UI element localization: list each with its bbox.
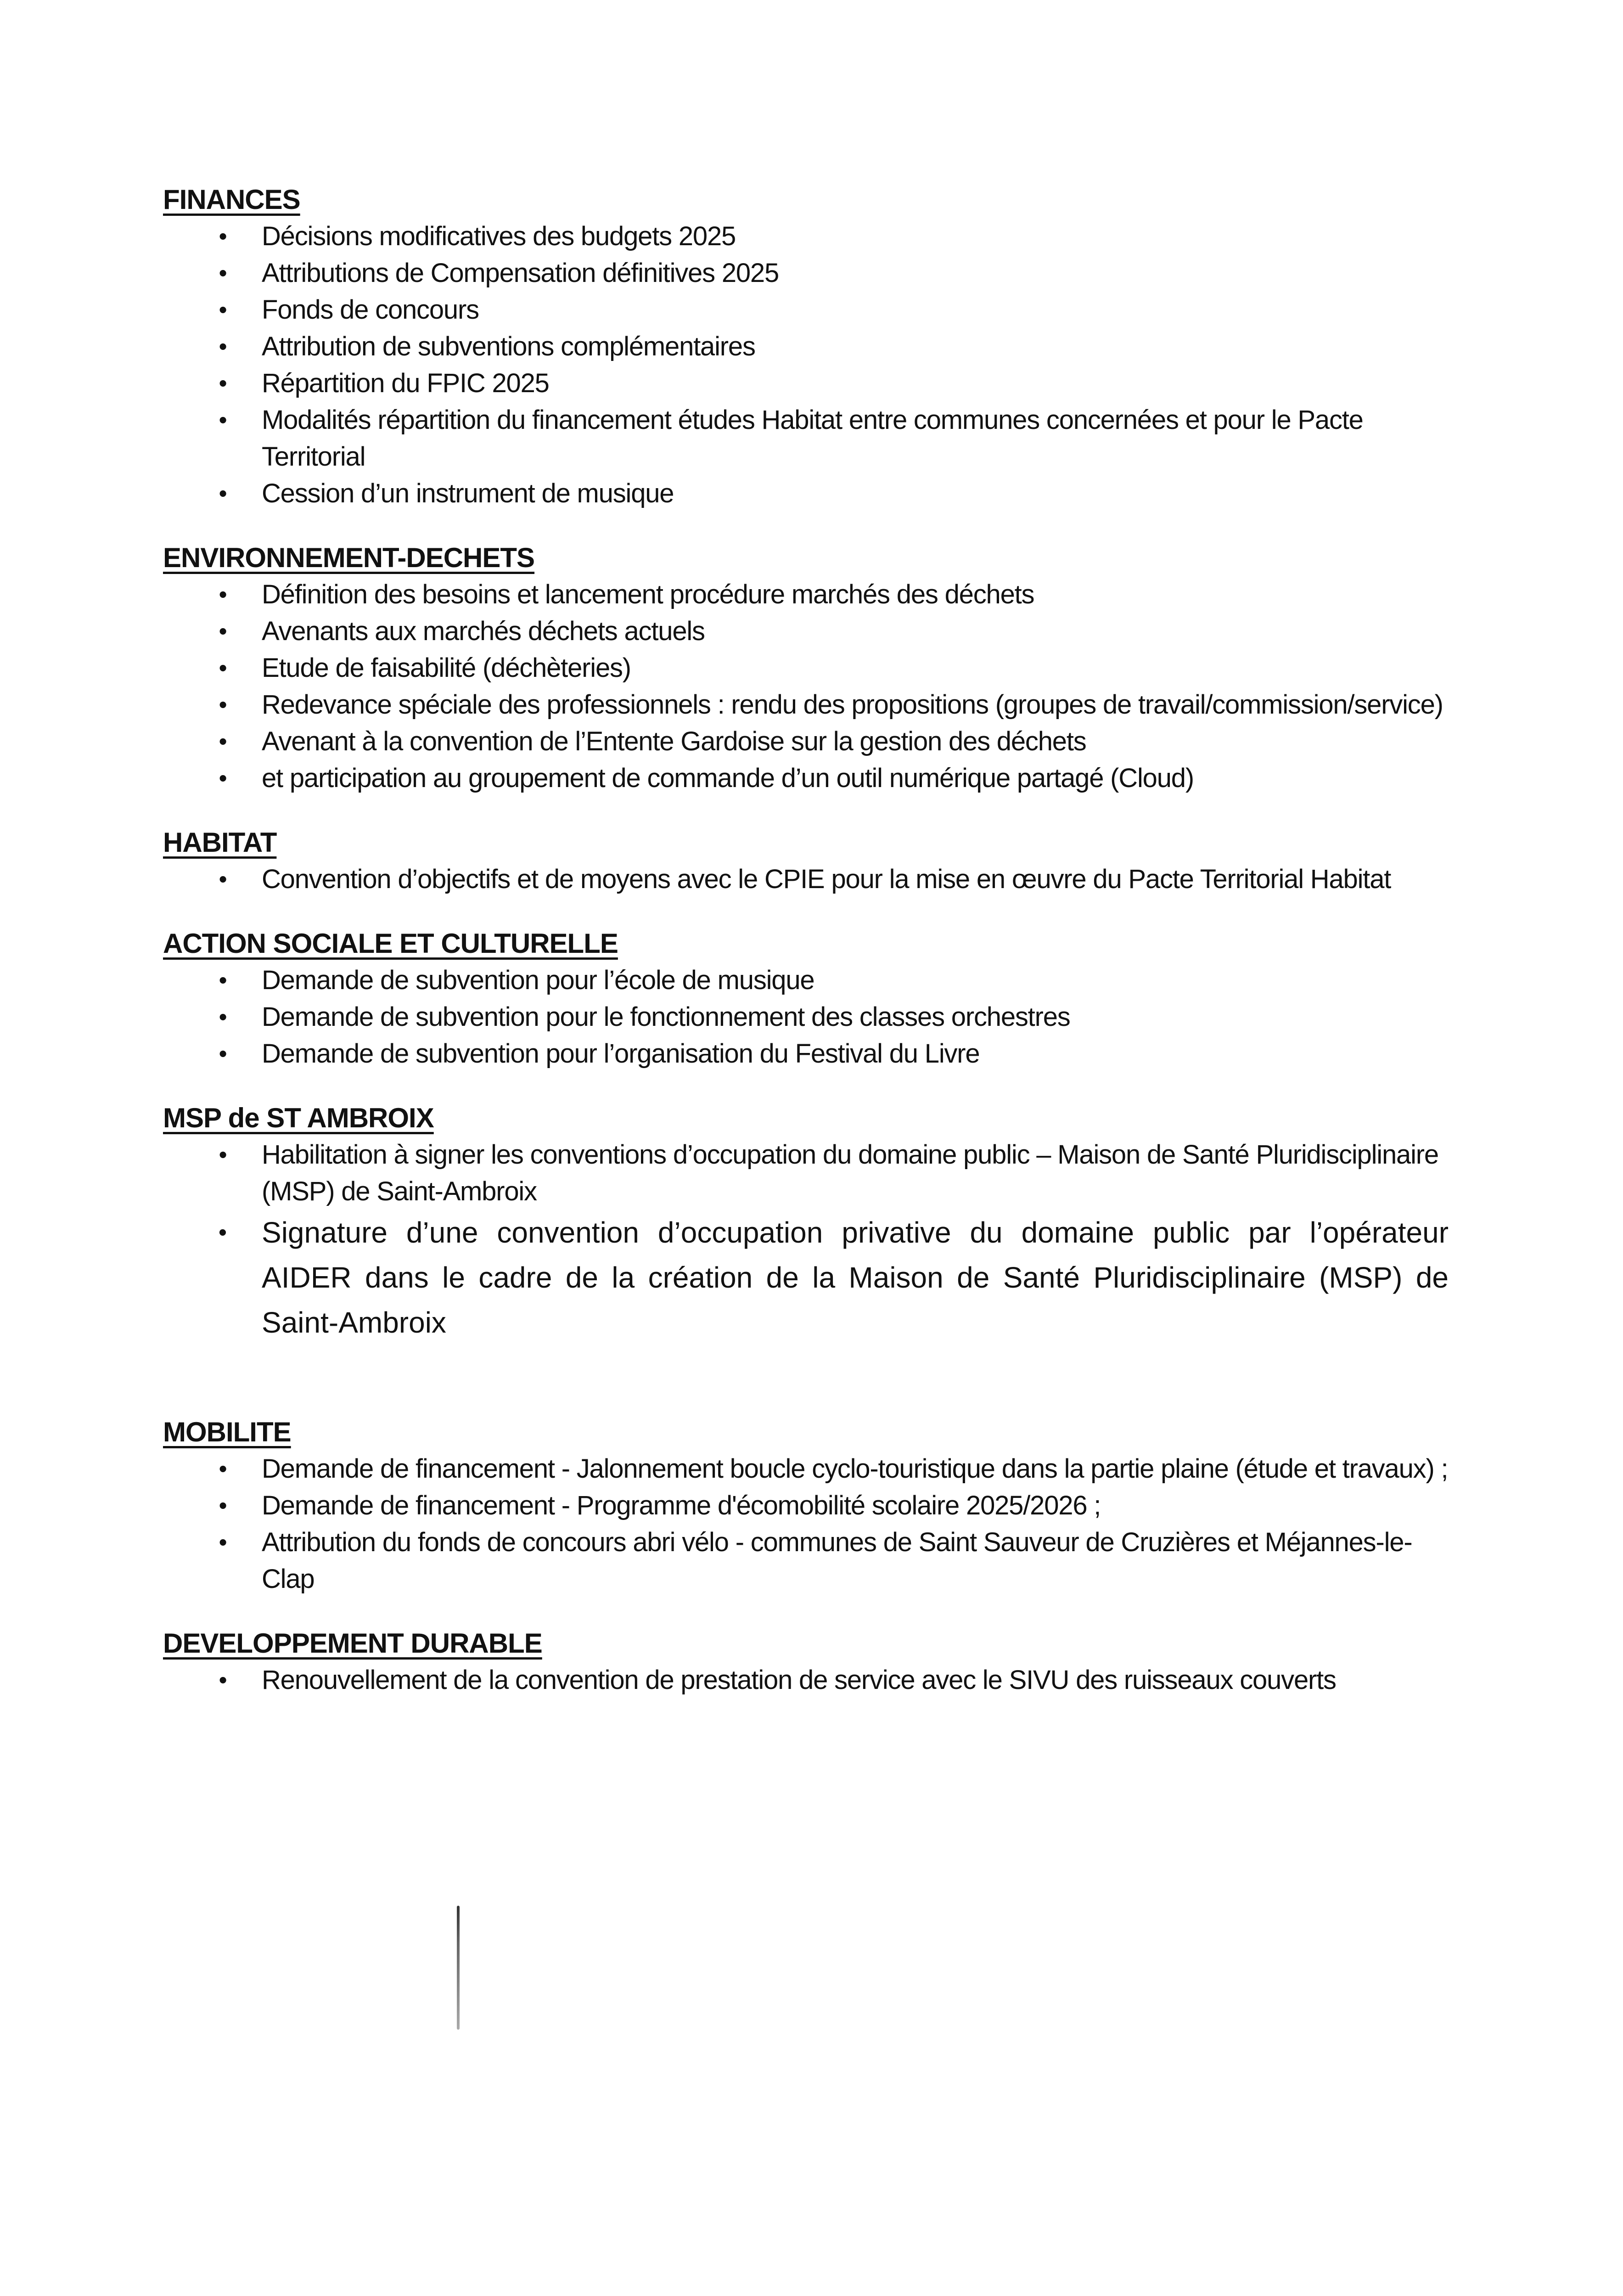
bullet-icon: • — [218, 1219, 227, 1246]
section-heading: ACTION SOCIALE ET CULTURELLE — [163, 928, 618, 959]
list-item: • et participation au groupement de commande d’un outil numérique partagé (Cloud) — [163, 760, 1449, 797]
section-msp-st-ambroix — [163, 1100, 1449, 1345]
list-item: • Convention d’objectifs et de moyens avec le CPIE pour la mise en œuvre du Pacte Territorial Habitat — [163, 861, 1449, 898]
bullet-icon: • — [219, 866, 227, 893]
list-item: • Fonds de concours — [163, 292, 1449, 328]
list-item: • Modalités répartition du financement études Habitat entre communes concernées et pour le Pacte Territorial — [163, 402, 1449, 475]
bullet-icon: • — [219, 1529, 227, 1556]
scan-artifact-line — [457, 1906, 460, 2030]
list-item: • Attribution du fonds de concours abri vélo - communes de Saint Sauveur de Cruzières et Méjannes-le-Clap — [163, 1524, 1449, 1598]
list-item: • Avenants aux marchés déchets actuels — [163, 613, 1449, 650]
section-heading: MOBILITE — [163, 1417, 291, 1447]
section-habitat — [163, 824, 1449, 898]
section-heading: ENVIRONNEMENT-DECHETS — [163, 542, 535, 573]
list-item: • Demande de subvention pour l’organisation du Festival du Livre — [163, 1035, 1449, 1072]
section-finances — [163, 181, 1449, 512]
list-item: • Cession d’un instrument de musique — [163, 475, 1449, 512]
bullet-icon: • — [219, 1456, 227, 1482]
list-item: • Attributions de Compensation définitives 2025 — [163, 255, 1449, 292]
bullet-icon: • — [219, 223, 227, 250]
bullet-icon: • — [219, 1142, 227, 1168]
section-environnement-dechets — [163, 540, 1449, 797]
section-heading: MSP de ST AMBROIX — [163, 1103, 434, 1133]
section-heading: DEVELOPPEMENT DURABLE — [163, 1628, 542, 1659]
bullet-icon: • — [219, 581, 227, 608]
bullet-icon: • — [219, 728, 227, 755]
bullet-icon: • — [219, 333, 227, 360]
section-action-sociale-culturelle — [163, 925, 1449, 1072]
list-item: • Décisions modificatives des budgets 2025 — [163, 218, 1449, 255]
bullet-icon: • — [219, 370, 227, 397]
list-item: • Demande de subvention pour le fonctionnement des classes orchestres — [163, 999, 1449, 1035]
bullet-icon: • — [219, 1004, 227, 1030]
list-item: • Demande de subvention pour l’école de musique — [163, 962, 1449, 999]
list-item: • Définition des besoins et lancement procédure marchés des déchets — [163, 576, 1449, 613]
list-item: • Demande de financement - Jalonnement boucle cyclo-touristique dans la partie plaine (étude et travaux) ; — [163, 1451, 1449, 1487]
bullet-icon: • — [219, 1667, 227, 1694]
bullet-icon: • — [219, 407, 227, 433]
bullet-icon: • — [219, 260, 227, 287]
list-item: • Attribution de subventions complémentaires — [163, 328, 1449, 365]
list-item: • Répartition du FPIC 2025 — [163, 365, 1449, 402]
bullet-icon: • — [219, 692, 227, 718]
bullet-icon: • — [219, 480, 227, 507]
bullet-icon: • — [219, 618, 227, 645]
bullet-icon: • — [219, 655, 227, 681]
bullet-icon: • — [219, 1041, 227, 1067]
section-mobilite — [163, 1414, 1449, 1598]
bullet-icon: • — [219, 967, 227, 994]
list-item: • Renouvellement de la convention de prestation de service avec le SIVU des ruisseaux couverts — [163, 1662, 1449, 1699]
list-item: • Signature d’une convention d’occupation privative du domaine public par l’opérateur AIDER dans le cadre de la création de la Maison de Santé Pluridisciplinaire (MSP) de Saint-Ambroix — [163, 1210, 1449, 1345]
list-item: • Redevance spéciale des professionnels : rendu des propositions (groupes de travail/commission/service) — [163, 687, 1449, 723]
section-heading: HABITAT — [163, 827, 277, 858]
list-item: • Etude de faisabilité (déchèteries) — [163, 650, 1449, 687]
section-developpement-durable — [163, 1625, 1449, 1699]
section-heading: FINANCES — [163, 184, 300, 215]
list-item: • Demande de financement - Programme d'écomobilité scolaire 2025/2026 ; — [163, 1487, 1449, 1524]
list-item: • Avenant à la convention de l’Entente Gardoise sur la gestion des déchets — [163, 723, 1449, 760]
bullet-icon: • — [219, 1492, 227, 1519]
agenda-document — [163, 181, 1449, 1699]
list-item: • Habilitation à signer les conventions d’occupation du domaine public – Maison de Santé Pluridisciplinaire (MSP) de Saint-Ambroix — [163, 1137, 1449, 1210]
bullet-icon: • — [219, 765, 227, 792]
bullet-icon: • — [219, 297, 227, 323]
